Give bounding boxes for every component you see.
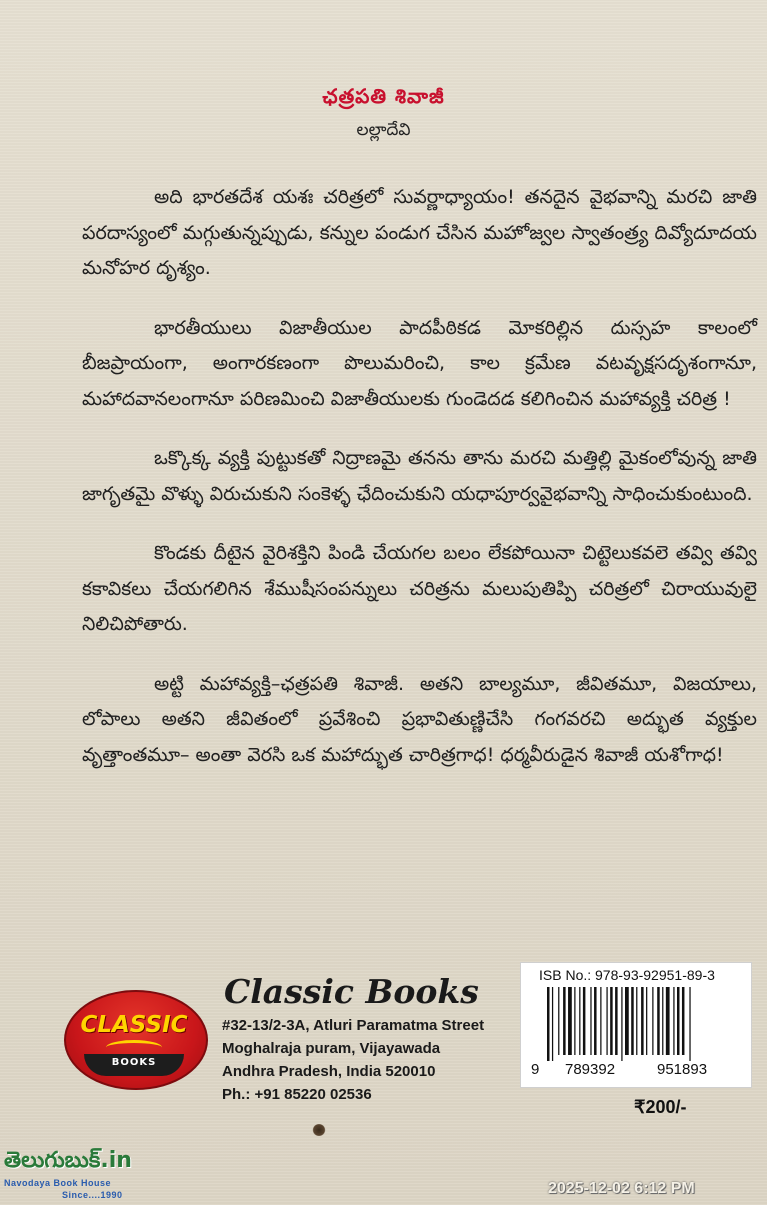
barcode-bar: [606, 987, 607, 1055]
barcode-bar: [558, 987, 559, 1055]
barcode-bar: [631, 987, 634, 1055]
barcode-bar: [610, 987, 613, 1055]
isbn-digit-group: 951893: [657, 1061, 708, 1078]
barcode-bar: [657, 987, 660, 1055]
barcode-bar: [682, 987, 685, 1055]
address-line: #32-13/2-3A, Atluri Paramatma Street: [222, 1017, 485, 1034]
logo-subtitle: BOOKS: [84, 1054, 184, 1076]
barcode-bar: [568, 987, 572, 1055]
watermark-since: Since....1990: [62, 1190, 123, 1200]
isbn-box: [520, 962, 752, 1088]
photo-timestamp: 2025-12-02 6:12 PM: [548, 1180, 695, 1197]
barcode-bar: [615, 987, 618, 1055]
watermark-main: తెలుగుబుక్.in: [4, 1148, 132, 1173]
barcode-bar: [689, 987, 690, 1061]
barcode-bar: [646, 987, 647, 1055]
blurb-paragraph: అట్టి మహావ్యక్తి–ఛత్రపతి శివాజీ. అతని బాల్యమూ, జీవితమూ, విజయాలు, లోపాలు అతని జీవితంలో ప్రవేశించి ప్రభావితుణ్ణిచేసి గంగవరచి అద్భుత వ్యక్తుల వృత్తాంతమూ– అంతా వెరసి ఒక మహాద్భుత చారిత్రగాధ! ధర్మవీరుడైన శివాజీ యశోగాధ!: [82, 672, 757, 766]
barcode-bar: [579, 987, 580, 1055]
logo-word: CLASSIC: [80, 1012, 188, 1038]
barcode-bar: [590, 987, 591, 1055]
blurb-paragraph: అది భారతదేశ యశః చరిత్రలో సువర్ణాధ్యాయం! తనదైన వైభవాన్ని మరచి జాతి పరదాస్యంలో మగ్గుతున్నప్పుడు, కన్నుల పండుగ చేసిన మహోజ్వల స్వాతంత్ర్య దివ్యోదూదయ మనోహర దృశ్యం.: [82, 186, 757, 279]
smudge-mark: [312, 1124, 326, 1136]
barcode-bar: [625, 987, 629, 1055]
address-line: Moghalraja puram, Vijayawada: [222, 1040, 441, 1057]
watermark-sub: Navodaya Book House: [4, 1178, 112, 1188]
publisher-address: [222, 1014, 484, 1106]
blurb-paragraph: ఒక్కొక్క వ్యక్తి పుట్టుకతో నిద్రాణమై తనను తాను మరచి మత్తిల్లి మైకంలోవున్న జాతి జాగృతమై వొళ్ళు విరుచుకుని సంకెళ్ళ ఛేదించుకుని యధాపూర్వవైభవాన్ని సాధించుకుంటుంది.: [82, 447, 757, 505]
barcode-icon: [547, 987, 737, 1061]
phone-line: Ph.: +91 85220 02536: [222, 1086, 372, 1103]
open-book-icon: [106, 1040, 162, 1055]
blurb-paragraph: కొండకు దీటైన వైరిశక్తిని పిండి చేయగల బలం లేకపోయినా చిట్టెలుకవలె తవ్వి తవ్వి కకావికలు చేయగలిగిన శేముషీసంపన్నులు చరిత్రను మలుపుతిప్పి చరిత్రలో చిరాయువులై నిలిచిపోతారు.: [82, 542, 757, 635]
price: ₹200/-: [634, 1097, 687, 1117]
barcode-bar: [600, 987, 601, 1055]
isbn-digit-group: 789392: [565, 1061, 616, 1078]
isbn-digit-prefix: 9: [531, 1061, 540, 1078]
barcode-bar: [666, 987, 670, 1055]
address-line: Andhra Pradesh, India 520010: [222, 1063, 436, 1080]
isbn-label: ISB No.: 978-93-92951-89-3: [539, 967, 715, 983]
publisher-logo: [64, 990, 204, 1090]
barcode-bar: [662, 987, 663, 1055]
publisher-name: Classic Books: [224, 972, 479, 1011]
book-author: లల్లాదేవి: [356, 120, 411, 140]
blurb-paragraph: భారతీయులు విజాతీయుల పాదపీఠికడ మోకరిల్లిన దుస్సహ కాలంలో బీజప్రాయంగా, అంగారకణంగా పొలుమరించి, కాల క్రమేణ వటవృక్షసదృశంగానూ, మహాదవానలంగానూ పరిణమించి విజాతీయులకు గుండెదడ కలిగించిన మహావ్యక్తి చరిత్ర !: [82, 316, 757, 410]
barcode-bar: [552, 987, 553, 1061]
barcode-bar: [594, 987, 597, 1055]
barcode-bar: [583, 987, 586, 1055]
barcode-bar: [677, 987, 680, 1055]
barcode-bar: [652, 987, 653, 1055]
barcode-bar: [636, 987, 637, 1055]
barcode-bar: [574, 987, 575, 1055]
barcode-bar: [673, 987, 674, 1055]
book-title: ఛత్రపతి శివాజీ: [322, 84, 445, 108]
barcode-bar: [547, 987, 550, 1061]
barcode-bar: [641, 987, 644, 1055]
blurb: [82, 180, 757, 797]
barcode-bar: [621, 987, 622, 1061]
barcode-bar: [563, 987, 566, 1055]
watermark: [0, 1148, 180, 1202]
